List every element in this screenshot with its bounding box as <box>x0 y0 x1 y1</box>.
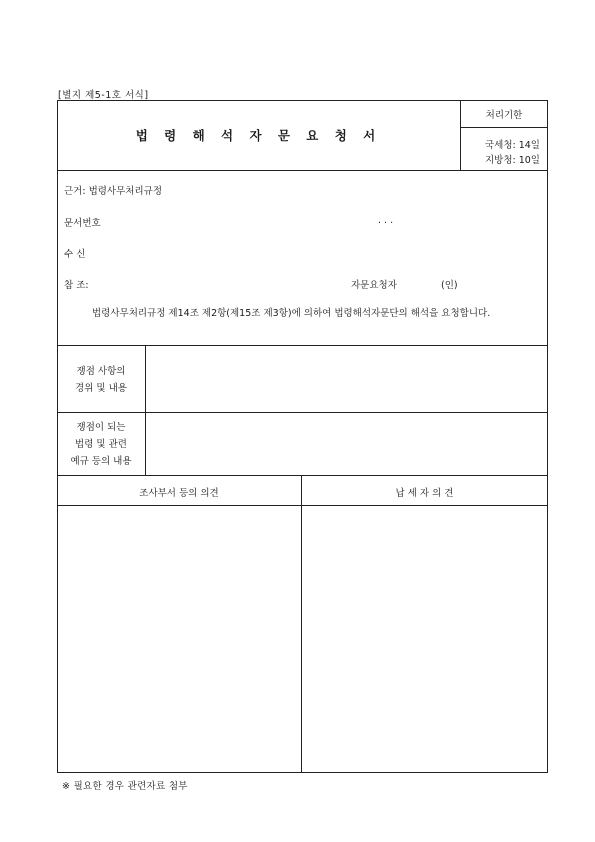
basis-text: 근거: 법령사무처리규정 <box>64 186 162 197</box>
reference-label: 참 조: <box>64 280 89 291</box>
section-middle-line <box>57 412 548 413</box>
seal-label: (인) <box>441 280 458 291</box>
opinion-column-divider <box>301 475 302 773</box>
footnote: ※ 필요한 경우 관련자료 첨부 <box>62 781 188 792</box>
dispute-history-line2: 경위 및 내용 <box>75 383 127 394</box>
section-top-line <box>57 345 548 346</box>
dispute-law-line3: 예규 등의 내용 <box>70 456 132 467</box>
form-code: [별지 제5-1호 서식] <box>58 90 149 101</box>
taxpayer-opinion-header: 납 세 자 의 견 <box>395 488 454 499</box>
request-text: 법령사무처리규정 제14조 제2항(제15조 제3항)에 의하여 법령해석자문단의 해석을 요청합니다. <box>92 308 491 319</box>
deadline-divider <box>460 127 548 128</box>
title-bottom-line <box>57 170 548 171</box>
deadline-heading: 처리기한 <box>485 110 523 121</box>
section-bottom-line <box>57 475 548 476</box>
dispute-law-line2: 법령 및 관련 <box>75 439 127 450</box>
recipient-label: 수 신 <box>64 249 86 260</box>
dispute-law-label <box>57 419 145 470</box>
dispute-history-label <box>57 363 145 397</box>
dispute-history-line1: 쟁점 사항의 <box>76 366 126 377</box>
requester-label: 자문요청자 <box>351 280 397 291</box>
section-label-divider <box>145 345 146 475</box>
deadline-local: 지방청: 10일 <box>484 155 540 166</box>
form-title: 법 령 해 석 자 문 요 청 서 <box>135 128 382 143</box>
doc-number-label: 문서번호 <box>64 218 101 229</box>
doc-number-dots: . . . <box>378 215 394 226</box>
opinion-header-line <box>57 505 548 506</box>
investigation-opinion-header: 조사부서 등의 의견 <box>139 488 219 499</box>
deadline-national: 국세청: 14일 <box>484 140 540 151</box>
dispute-law-line1: 쟁점이 되는 <box>76 422 126 433</box>
